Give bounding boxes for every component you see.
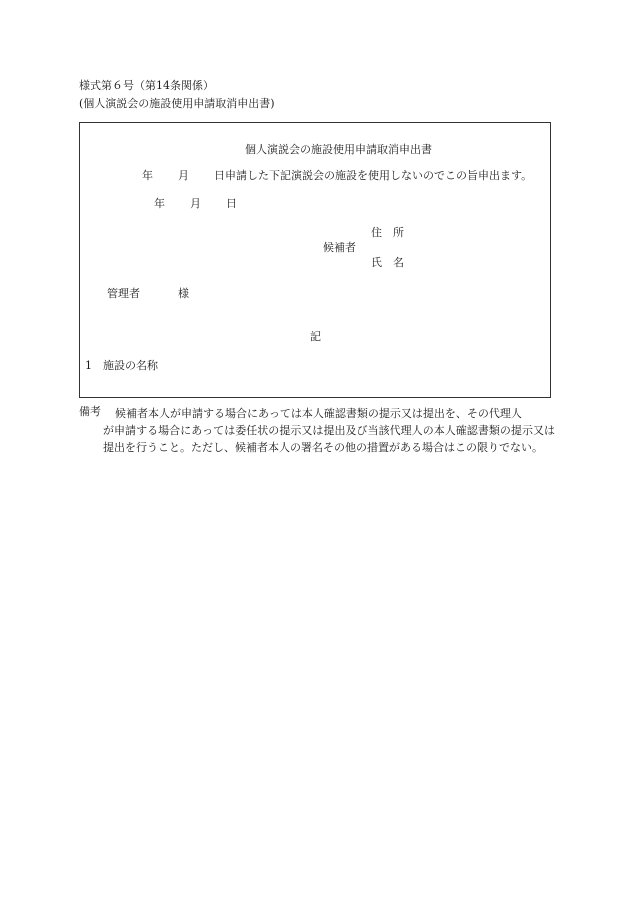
form-box (79, 122, 551, 398)
date-year-label: 年 (154, 197, 165, 210)
candidate-label: 候補者 (323, 241, 356, 254)
statement-month-label: 月 (178, 169, 189, 182)
item-number: 1 (85, 359, 92, 372)
honorific: 様 (178, 287, 189, 300)
date-month-label: 月 (190, 197, 201, 210)
form-title: 個人演説会の施設使用申請取消申出書 (245, 143, 432, 156)
address-label: 住 所 (371, 226, 404, 239)
item-label: 施設の名称 (103, 359, 158, 372)
name-label: 氏 名 (371, 256, 404, 269)
statement-year-label: 年 (142, 169, 153, 182)
remarks-text (103, 405, 555, 456)
remarks-label: 備考 (79, 405, 101, 418)
date-day-label: 日 (226, 197, 237, 210)
statement-text: 日申請した下記演説会の施設を使用しないのでこの旨申出ます。 (214, 169, 533, 182)
form-number: 様式第６号（第14条関係） (79, 79, 214, 92)
remarks-first-line: 候補者本人が申請する場合にあっては本人確認書類の提示又は提出を、その代理人 (115, 407, 522, 420)
form-subtitle: (個人演説会の施設使用申請取消申出書) (79, 97, 275, 110)
manager-label: 管理者 (107, 287, 140, 300)
remarks-continuation: が申請する場合にあっては委任状の提示又は提出及び当該代理人の本人確認書類の提示又は提出を行うこと。ただし、候補者本人の署名その他の措置がある場合はこの限りでない。 (103, 424, 555, 454)
note-heading: 記 (310, 330, 321, 343)
